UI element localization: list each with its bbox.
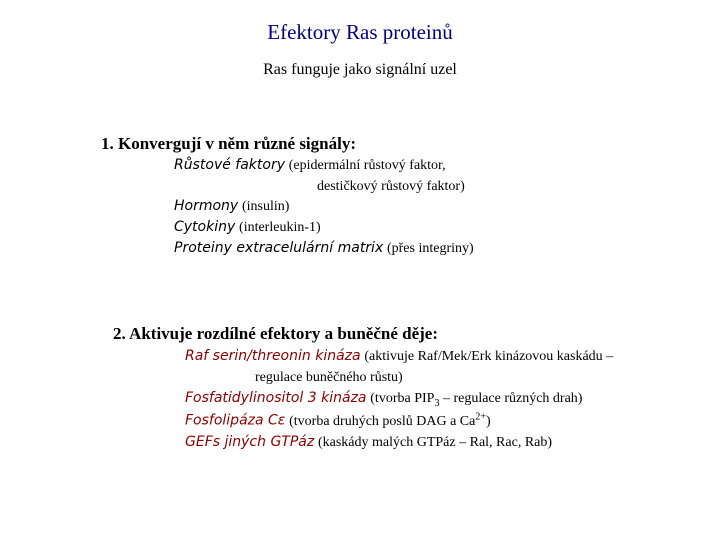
item-term: Proteiny extracelulární matrix [174,240,384,256]
item-term: Cytokiny [174,219,236,235]
item-detail [289,411,491,429]
item-detail: (přes integriny) [386,241,474,256]
detail-text: ) [486,413,491,429]
list-item [185,411,491,430]
item-detail: (kaskády malých GTPáz – Ral, Rac, Rab) [317,435,553,450]
list-item [185,390,582,409]
item-detail: (epidermální růstový faktor, [288,158,446,173]
item-term: Růstové faktory [174,157,286,173]
page-title: Efektory Ras proteinů [267,20,453,44]
list-item [185,434,552,451]
item-detail: (interleukin-1) [239,220,321,235]
detail-text: (tvorba druhých poslů DAG a Ca [289,413,476,429]
subscript: 3 [434,397,440,409]
item-continuation: destičkový růstový faktor) [317,179,465,194]
item-term: Hormony [174,198,239,214]
item-continuation: regulace buněčného růstu) [255,370,403,385]
detail-text: – regulace různých drah) [439,391,583,406]
list-item [174,240,474,257]
list-item [174,157,446,174]
item-term: Fosfatidylinositol 3 kináza [185,390,367,406]
list-item [174,198,289,215]
page-subtitle: Ras funguje jako signální uzel [263,61,457,78]
item-term: GEFs jiných GTPáz [185,434,315,450]
section-heading: 2. Aktivuje rozdílné efektory a buněčné děje: [113,324,439,343]
list-item [174,219,321,236]
section-heading: 1. Konvergují v něm různé signály: [101,134,356,153]
superscript: 2+ [475,411,487,422]
detail-text: (tvorba PIP [370,391,435,406]
item-detail: (aktivuje Raf/Mek/Erk kinázovou kaskádu – [364,349,614,364]
item-detail [370,391,583,409]
item-detail: (insulin) [241,199,290,214]
item-term: Raf serin/threonin kináza [185,348,361,364]
list-item [185,348,613,365]
item-term: Fosfolipáza Cε [185,412,286,429]
